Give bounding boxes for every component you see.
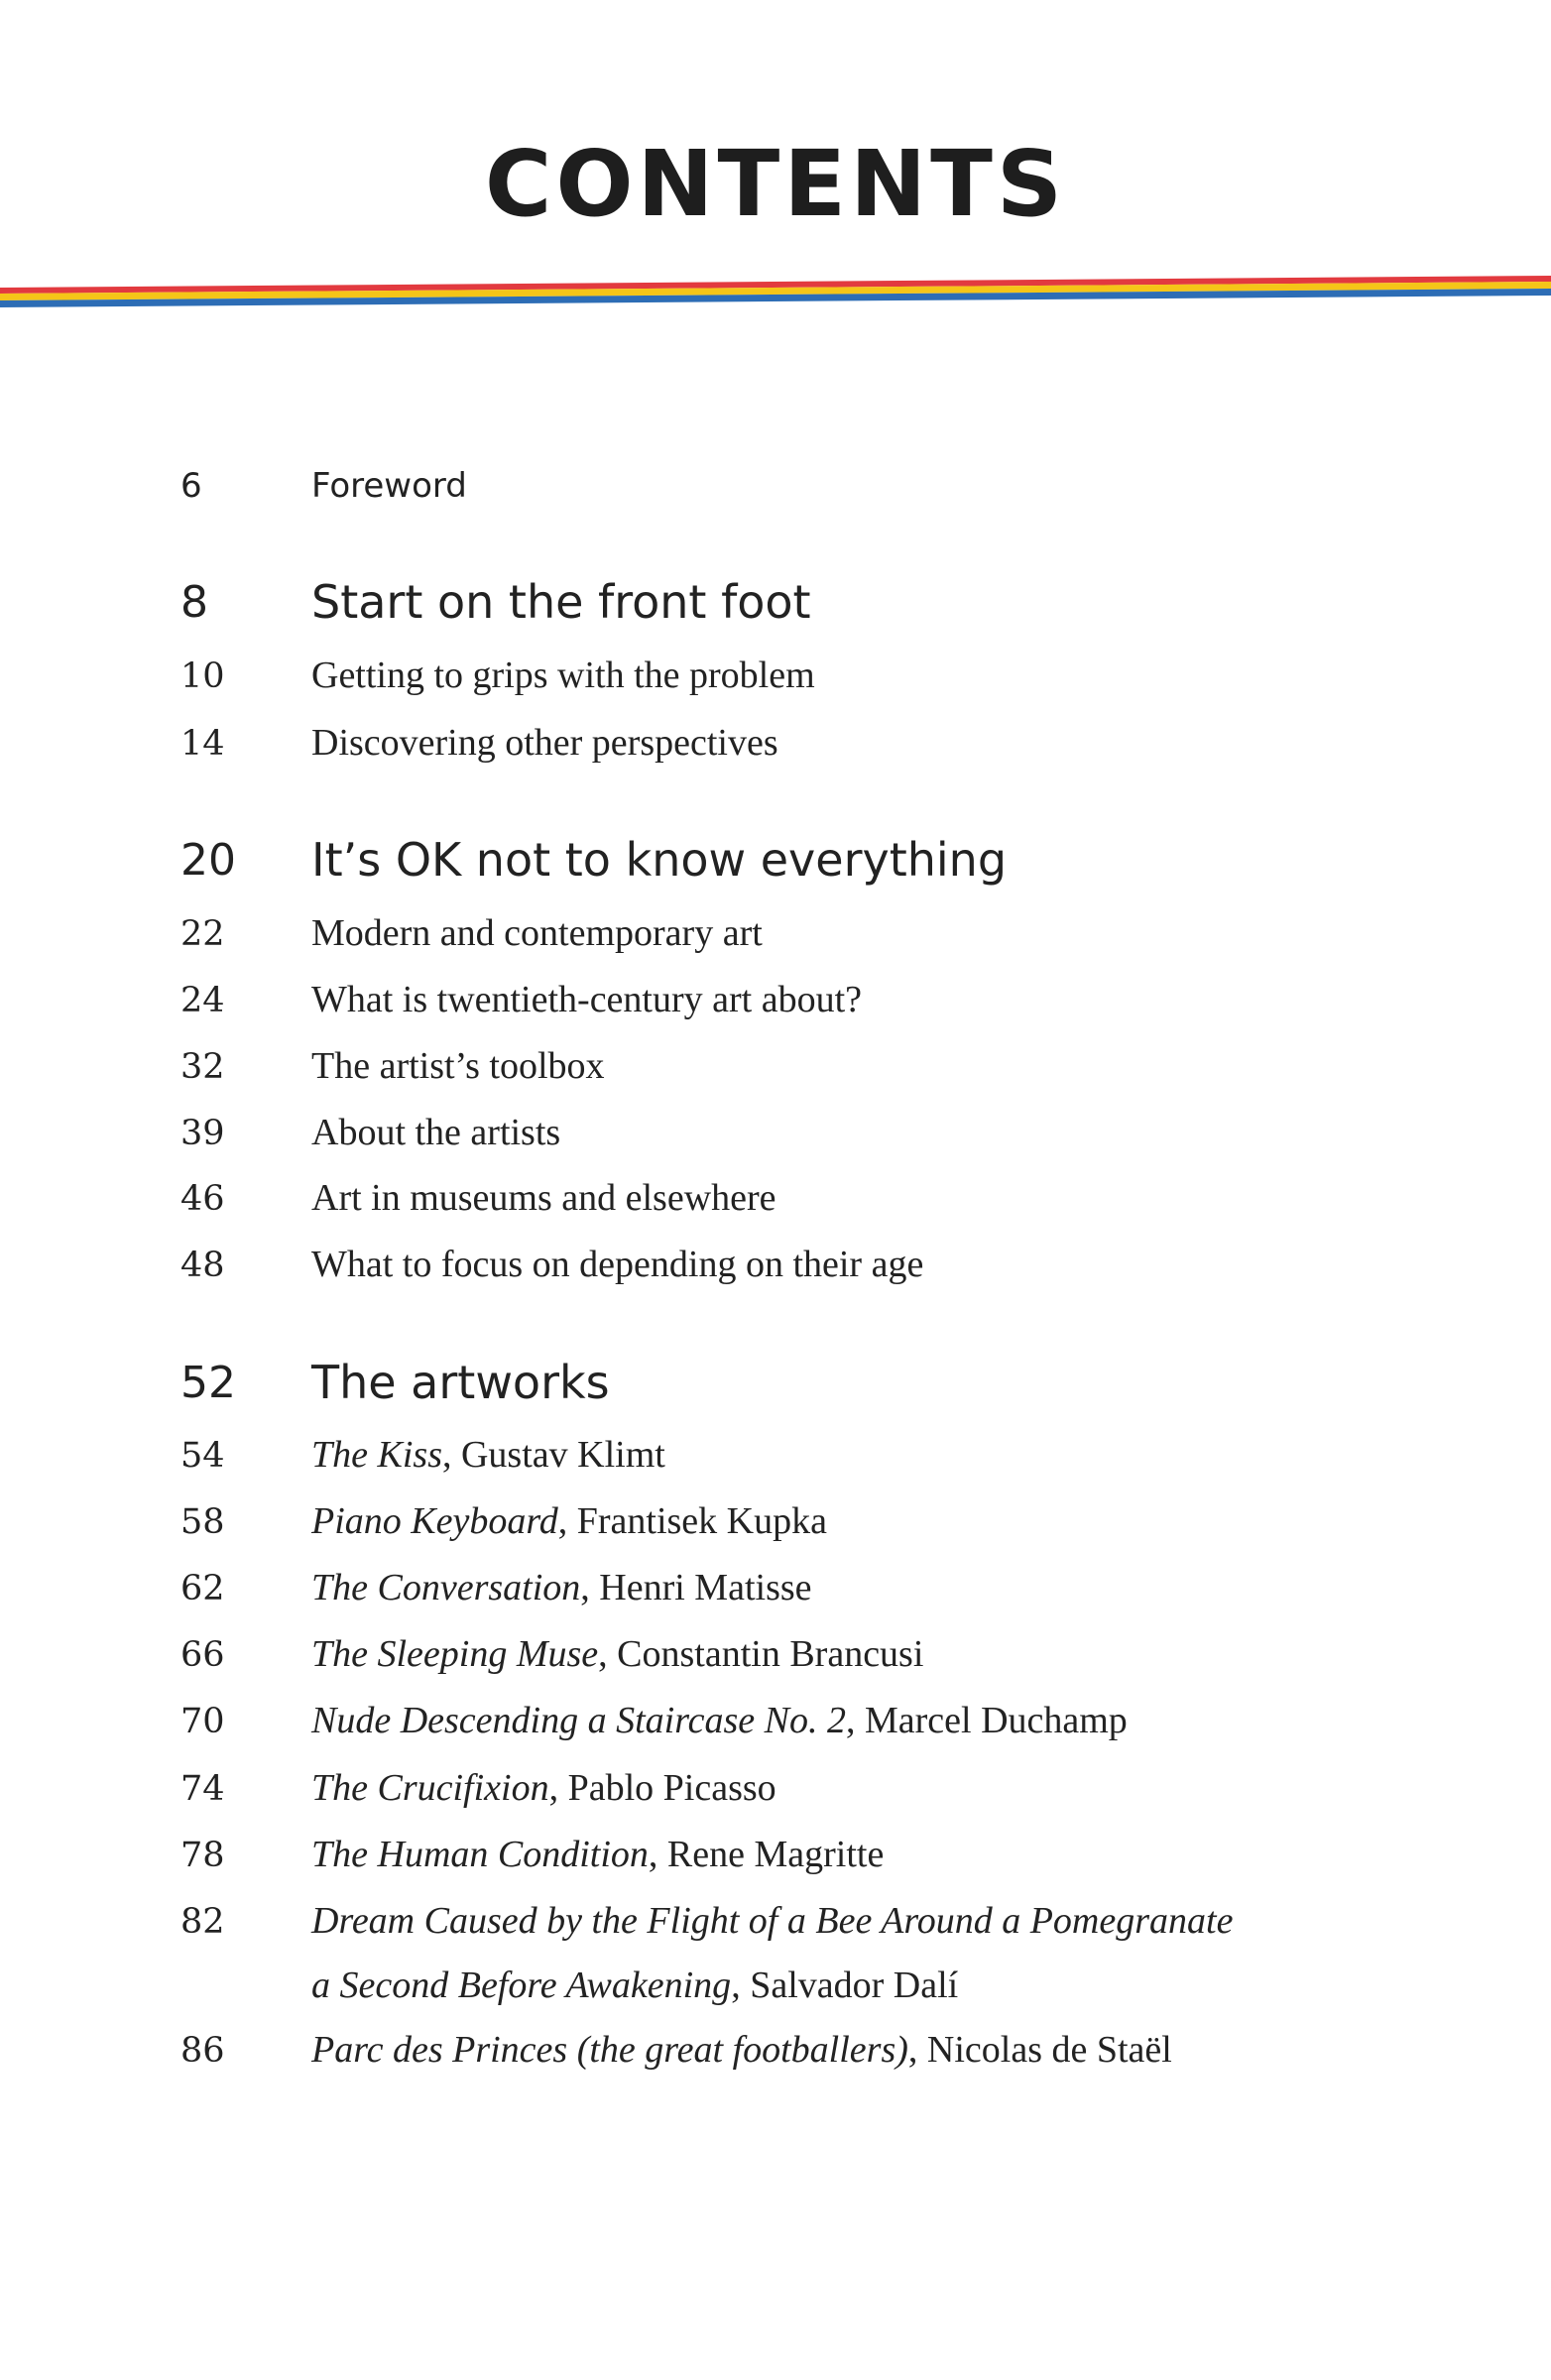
artwork-title: a Second Before Awakening bbox=[311, 1964, 732, 2006]
entry-title-continuation: a Second Before Awakening, Salvador Dalí bbox=[311, 1964, 959, 2006]
toc-entry[interactable] bbox=[180, 892, 1450, 952]
toc-entry[interactable] bbox=[180, 2009, 1450, 2069]
entry-title: The Crucifixion, Pablo Picasso bbox=[311, 1767, 776, 1809]
toc-entry[interactable] bbox=[180, 1481, 1450, 1540]
artwork-title: Piano Keyboard bbox=[311, 1500, 558, 1542]
entry-title: The artist’s toolbox bbox=[311, 1045, 605, 1087]
entry-title: Modern and contemporary art bbox=[311, 912, 763, 954]
toc-entry-foreword[interactable] bbox=[180, 443, 1450, 506]
page-number: 14 bbox=[180, 724, 225, 764]
page-number: 66 bbox=[180, 1635, 225, 1675]
entry-title: Nude Descending a Staircase No. 2, Marcel Duchamp bbox=[311, 1700, 1128, 1741]
toc-entry[interactable] bbox=[180, 1680, 1450, 1739]
entry-title: What to focus on depending on their age bbox=[311, 1244, 924, 1285]
toc-section-its-ok-not-to-know-everything[interactable] bbox=[180, 823, 1450, 887]
page-number: 46 bbox=[180, 1179, 225, 1219]
page-number: 86 bbox=[180, 2031, 225, 2071]
page-number: 58 bbox=[180, 1502, 225, 1542]
toc-entry[interactable] bbox=[180, 1547, 1450, 1606]
toc-entry[interactable] bbox=[180, 1092, 1450, 1151]
toc-entry[interactable] bbox=[180, 1157, 1450, 1217]
page-number: 82 bbox=[180, 1902, 225, 1942]
artwork-title: Parc des Princes (the great footballers) bbox=[311, 2029, 908, 2071]
page-number: 62 bbox=[180, 1569, 225, 1608]
entry-title: The Kiss, Gustav Klimt bbox=[311, 1434, 665, 1476]
page-number: 74 bbox=[180, 1769, 225, 1809]
artist-name: Gustav Klimt bbox=[460, 1434, 665, 1476]
artwork-title: The Kiss bbox=[311, 1434, 442, 1476]
artwork-title: The Sleeping Muse bbox=[311, 1633, 599, 1675]
page-number: 54 bbox=[180, 1436, 225, 1476]
page-number: 78 bbox=[180, 1836, 225, 1875]
artwork-title: Dream Caused by the Flight of a Bee Around a Pomegranate bbox=[311, 1900, 1234, 1942]
page-number: 6 bbox=[180, 466, 202, 506]
section-title: The artworks bbox=[311, 1356, 610, 1409]
page-number: 22 bbox=[180, 914, 225, 954]
page-number: 48 bbox=[180, 1246, 225, 1285]
entry-title: About the artists bbox=[311, 1112, 561, 1153]
artwork-title: The Crucifixion bbox=[311, 1767, 549, 1809]
section-page-number: 52 bbox=[180, 1358, 236, 1408]
page-number: 70 bbox=[180, 1702, 225, 1741]
entry-title: Art in museums and elsewhere bbox=[311, 1177, 776, 1219]
artist-name: Nicolas de Staël bbox=[926, 2029, 1172, 2071]
artist-name: Marcel Duchamp bbox=[864, 1700, 1128, 1741]
entry-title: Piano Keyboard, Frantisek Kupka bbox=[311, 1500, 827, 1542]
toc-entry[interactable] bbox=[180, 1414, 1450, 1474]
toc-entry[interactable] bbox=[180, 959, 1450, 1018]
page-number: 24 bbox=[180, 981, 225, 1020]
artwork-title: The Conversation bbox=[311, 1567, 581, 1608]
entry-title: The Human Condition, Rene Magritte bbox=[311, 1834, 885, 1875]
toc-entry[interactable] bbox=[180, 1747, 1450, 1807]
artwork-title: The Human Condition bbox=[311, 1834, 649, 1875]
section-page-number: 8 bbox=[180, 577, 208, 628]
toc-entry[interactable] bbox=[180, 1613, 1450, 1673]
page-number: 10 bbox=[180, 656, 225, 696]
page-number: 32 bbox=[180, 1047, 225, 1087]
entry-title: Discovering other perspectives bbox=[311, 722, 778, 764]
entry-title: The Conversation, Henri Matisse bbox=[311, 1567, 812, 1608]
entry-title: Getting to grips with the problem bbox=[311, 654, 815, 696]
page-title: CONTENTS bbox=[484, 131, 1067, 237]
section-title: Start on the front foot bbox=[311, 575, 811, 629]
artist-name: Rene Magritte bbox=[666, 1834, 885, 1875]
entry-title: The Sleeping Muse, Constantin Brancusi bbox=[311, 1633, 924, 1675]
entry-title: Parc des Princes (the great footballers), Nicolas de Staël bbox=[311, 2029, 1172, 2071]
artist-name: Salvador Dalí bbox=[750, 1964, 959, 2006]
artist-name: Frantisek Kupka bbox=[576, 1500, 827, 1542]
toc-entry[interactable] bbox=[180, 1814, 1450, 1873]
artist-name: Henri Matisse bbox=[599, 1567, 812, 1608]
artist-name: Pablo Picasso bbox=[567, 1767, 776, 1809]
toc-section-the-artworks[interactable] bbox=[180, 1346, 1450, 1409]
section-title: It’s OK not to know everything bbox=[311, 833, 1008, 887]
toc-entry[interactable] bbox=[180, 702, 1450, 762]
toc-entry[interactable] bbox=[180, 1880, 1450, 1940]
toc-entry-continuation[interactable] bbox=[180, 1945, 1450, 2004]
toc-section-start-on-the-front-foot[interactable] bbox=[180, 565, 1450, 629]
artist-name: Constantin Brancusi bbox=[617, 1633, 924, 1675]
toc-entry[interactable] bbox=[180, 635, 1450, 694]
entry-title bbox=[311, 1902, 1233, 1940]
toc-entry[interactable] bbox=[180, 1025, 1450, 1085]
page-number: 39 bbox=[180, 1114, 225, 1153]
entry-title: What is twentieth-century art about? bbox=[311, 979, 863, 1020]
entry-title: Foreword bbox=[311, 466, 467, 506]
toc-entry[interactable] bbox=[180, 1224, 1450, 1283]
section-page-number: 20 bbox=[180, 835, 236, 886]
artwork-title: Nude Descending a Staircase No. 2 bbox=[311, 1700, 846, 1741]
